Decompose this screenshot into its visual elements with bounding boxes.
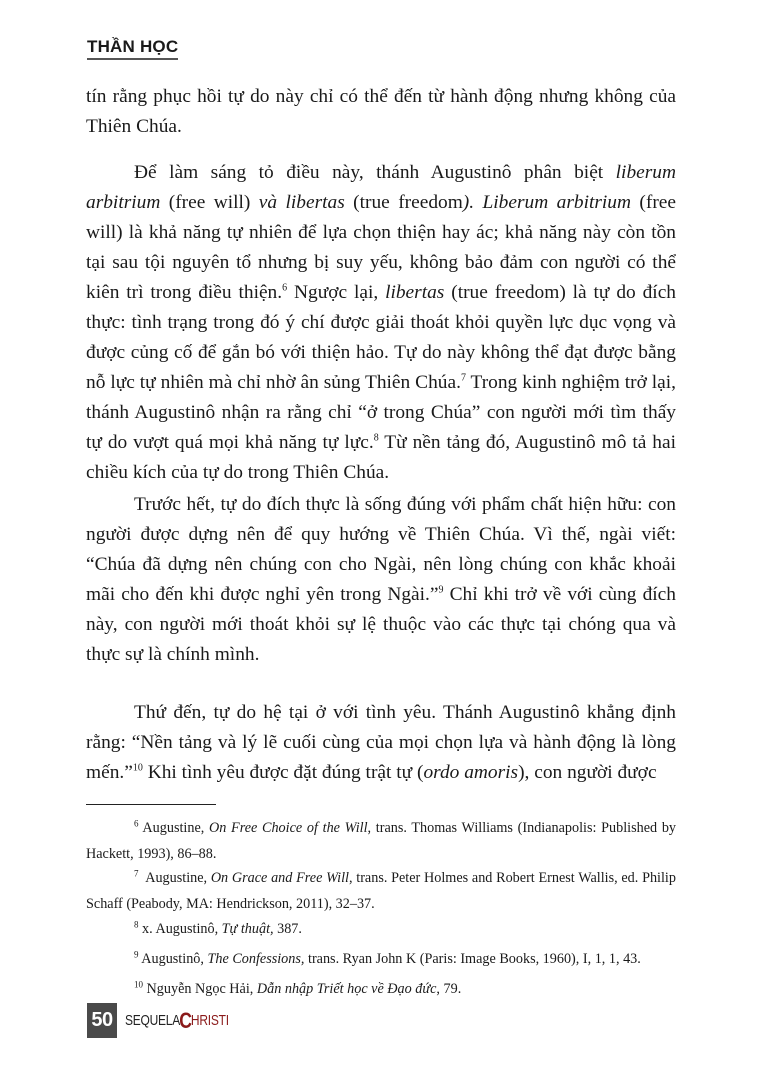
page-number: 50 [87,1003,117,1038]
footnote-ref-7[interactable]: 7 [460,372,466,384]
section-header: THẦN HỌC [87,37,178,60]
footnote-8 [86,916,676,942]
paragraph-2-text [86,158,676,488]
text-run: Trước hết, tự do đích thực là sống đúng với phẩm chất hiện hữu: con người được dựng nên để quy hướng về Thiên Chúa. Vì thế, ngài viết: “Chúa đã dựng nên chúng con cho Ngài, nên lòng chúng con khắc khoải mãi cho đến khi được nghỉ yên trong Ngài.” [86,494,676,605]
text-run: Ngược lại, [287,282,386,303]
italic-term: và libertas [258,192,345,213]
footnote-separator [86,804,216,805]
footnote-title: On Free Choice of the Will [209,820,368,836]
footnote-number: 7 [134,868,139,879]
logo-text-sequela: SEQUELA [125,1012,181,1029]
footnote-title: On Grace and Free Will [210,870,349,886]
italic-term: liberum arbitrium [86,162,676,213]
paragraph-3-text [86,490,676,670]
paragraph-2 [86,158,676,488]
footnote-number: 6 [134,818,139,829]
text-run: Augustine, [138,820,209,836]
footnote-number: 8 [134,919,139,930]
paragraph-1 [86,82,676,142]
text-run: Nguyễn Ngọc Hải, [143,981,257,997]
footnote-title: Dẫn nhập Triết học về Đạo đức [256,981,437,997]
text-run: (free will) [160,192,259,213]
text-run: (free will) là khả năng tự nhiên để lựa chọn thiện hay ác; khả năng này còn tồn tại sau tội nguyên tổ nhưng bị suy yếu, không bảo đảm con người có thể kiên trì trong điều thiện. [86,192,676,303]
footnote-9 [86,946,676,972]
text-run: , trans. Thomas Williams (Indianapolis: Published by Hackett, 1993), 86–88. [86,820,677,862]
italic-term: libertas [385,282,445,303]
text-run: Chỉ khi trở về với cùng đích này, con người mới thoát khỏi sự lệ thuộc vào các thực tại chóng qua và thực sự là chính mình. [86,584,676,665]
paragraph-4-text [86,698,676,788]
text-run: Khi tình yêu được đặt đúng trật tự ( [142,762,424,783]
text-run: Augustinô, [138,951,208,967]
page-footer [87,1003,255,1038]
italic-term: ). Liberum arbitrium [462,192,631,213]
text-run: Từ nền tảng đó, Augustinô mô tả hai chiều kích của tự do trong Thiên Chúa. [86,432,676,483]
footnote-10 [86,976,676,1002]
text-run: , 79. [436,981,462,997]
footnote-ref-8[interactable]: 8 [373,432,379,444]
text-run: Để làm sáng tỏ điều này, thánh Augustinô phân biệt [134,162,616,183]
footnote-number: 10 [134,979,143,990]
paragraph-4 [86,698,676,788]
text-run: trans. Ryan John K (Paris: Image Books, 1960), I, 1, 1, 43. [304,951,641,967]
footnote-title: The Confessions, [207,951,305,967]
footnote-6 [86,815,676,867]
text-run: Augustine, [138,870,211,886]
footnote-ref-9[interactable]: 9 [438,584,444,596]
text-run: , trans. Peter Holmes and Robert Ernest Wallis, ed. Philip Schaff (Peabody, MA: Hendrickson, 2011), 32–37. [86,870,676,912]
paragraph-1-text: tín rằng phục hồi tự do này chỉ có thể đến từ hành động nhưng không của Thiên Chúa. [86,86,676,137]
logo-initial-c: C [179,1007,192,1033]
journal-logo [125,1008,229,1034]
text-run: ), con người được [518,762,657,783]
footnote-title: Tự thuật, [221,921,274,937]
footnote-7 [86,865,676,917]
italic-term: ordo amoris [423,762,519,783]
text-run: x. Augustinô, [138,921,222,937]
footnote-ref-6[interactable]: 6 [282,282,288,294]
paragraph-3 [86,490,676,670]
logo-text-hristi: HRISTI [190,1012,229,1029]
footnote-ref-10[interactable]: 10 [132,762,143,774]
text-run: (true freedom [344,192,463,213]
text-run: (true freedom) là tự do đích thực: tình trạng trong đó ý chí được giải thoát khỏi quyền lực dục vọng và được củng cố để gắn bó với thiện hảo. Tự do này không thể đạt được bằng nỗ lực tự nhiên mà chỉ nhờ ân sủng Thiên Chúa. [86,282,676,393]
text-run: 387. [273,921,302,937]
text-run: Thứ đến, tự do hệ tại ở với tình yêu. Thánh Augustinô khẳng định rằng: “Nền tảng và lý lẽ cuối cùng của mọi chọn lựa và hành động là lòng mến.” [86,702,676,783]
text-run: Trong kinh nghiệm trở lại, thánh Augustinô nhận ra rằng chỉ “ở trong Chúa” con người mới tìm thấy tự do vượt quá mọi khả năng tự lực. [86,372,676,453]
footnote-number: 9 [134,949,139,960]
